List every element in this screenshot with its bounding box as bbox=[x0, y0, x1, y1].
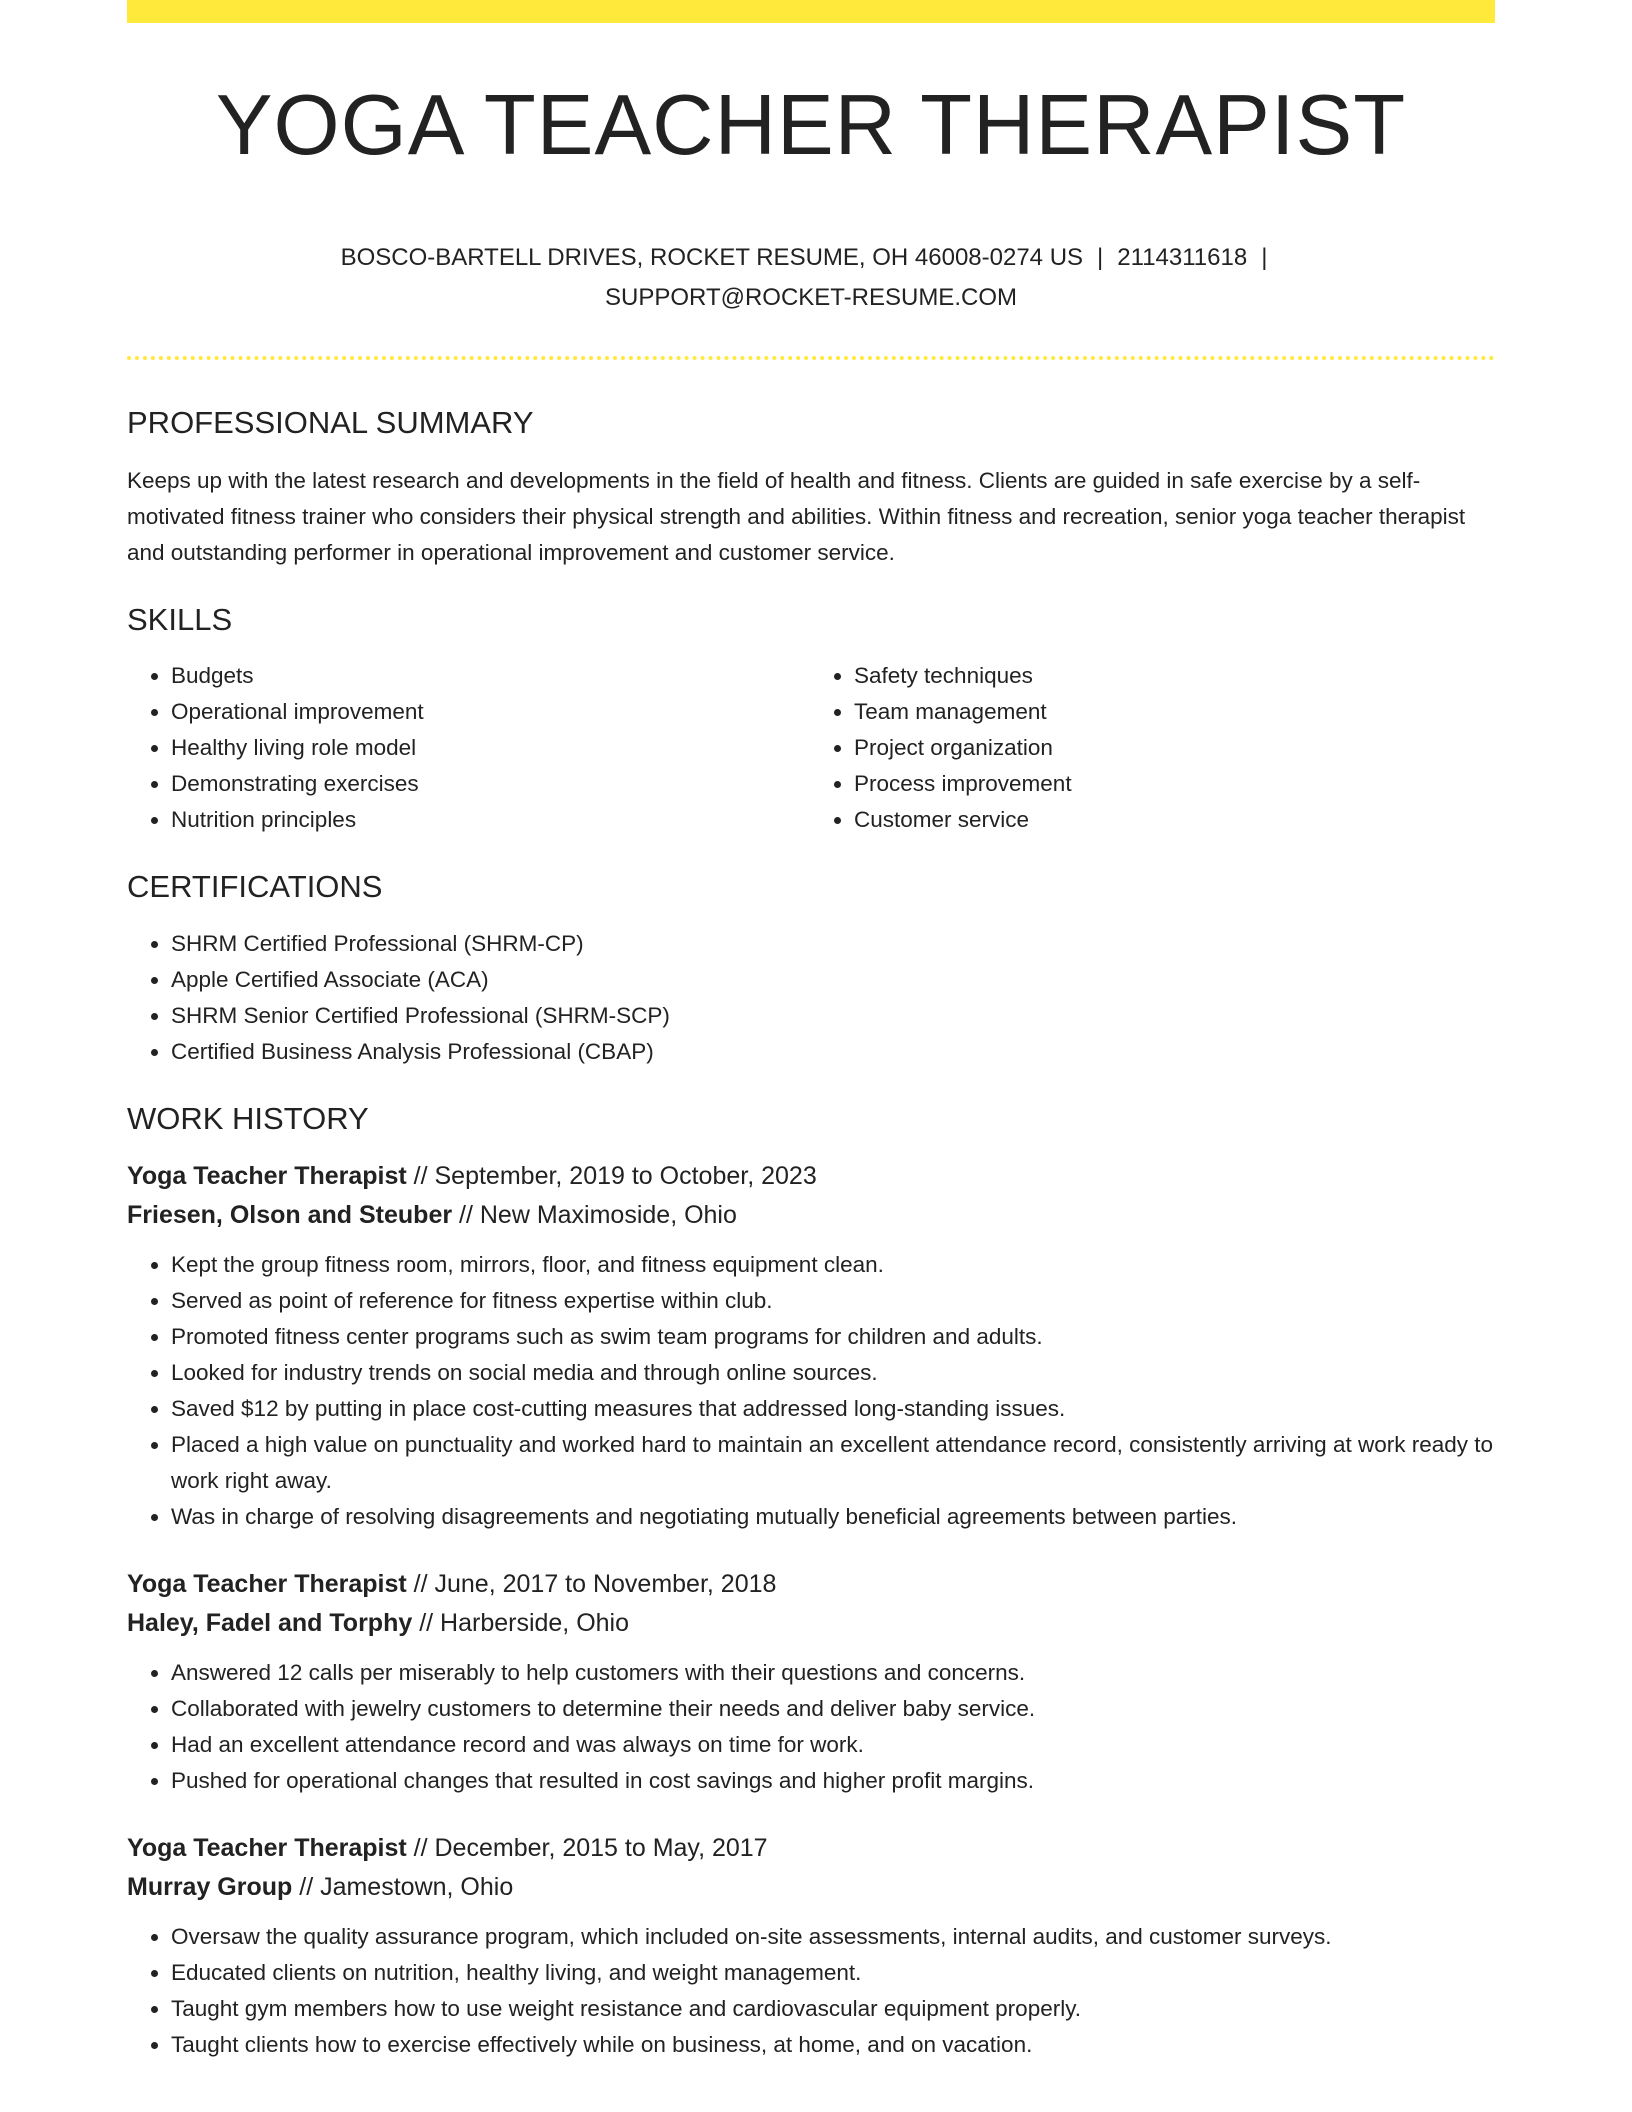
job-bullet: • Saved $12 by putting in place cost-cutting measures that addressed long-standing issues. bbox=[171, 1391, 1495, 1427]
job-bullet: • Was in charge of resolving disagreements and negotiating mutually beneficial agreements between parties. bbox=[171, 1499, 1495, 1535]
job-bullet: • Pushed for operational changes that resulted in cost savings and higher profit margins. bbox=[171, 1763, 1495, 1799]
skills-right-list bbox=[812, 658, 1495, 838]
job-bullet: • Answered 12 calls per miserably to help customers with their questions and concerns. bbox=[171, 1655, 1495, 1691]
certifications-heading: CERTIFICATIONS bbox=[127, 869, 383, 905]
skills-heading: SKILLS bbox=[127, 602, 233, 638]
job-company: Murray Group bbox=[127, 1872, 293, 1901]
job-company-line bbox=[127, 1868, 1495, 1907]
job-bullet: • Served as point of reference for fitness expertise within club. bbox=[171, 1283, 1495, 1319]
candidate-name: YOGA TEACHER THERAPIST bbox=[215, 78, 1407, 173]
job-bullet: • Collaborated with jewelry customers to determine their needs and deliver baby service. bbox=[171, 1691, 1495, 1727]
certification-item: • Apple Certified Associate (ACA) bbox=[171, 962, 1495, 998]
job-dates: // September, 2019 to October, 2023 bbox=[406, 1161, 817, 1190]
job-bullets bbox=[127, 1247, 1495, 1535]
contact-separator: | bbox=[1261, 244, 1268, 271]
skills-grid bbox=[127, 658, 1495, 838]
certifications-section bbox=[127, 868, 1495, 1069]
job-title-line bbox=[127, 1157, 1495, 1196]
summary-heading: PROFESSIONAL SUMMARY bbox=[127, 405, 534, 440]
job-company: Friesen, Olson and Steuber bbox=[127, 1200, 453, 1229]
job-company: Haley, Fadel and Torphy bbox=[127, 1608, 413, 1637]
work-history-heading: WORK HISTORY bbox=[127, 1100, 369, 1136]
skill-item: • Demonstrating exercises bbox=[171, 766, 812, 802]
job-bullets bbox=[127, 1919, 1495, 2063]
certification-item: • SHRM Senior Certified Professional (SHRM-SCP) bbox=[171, 998, 1495, 1034]
job-title-line bbox=[127, 1565, 1495, 1604]
job-dates: // June, 2017 to November, 2018 bbox=[406, 1569, 777, 1598]
job-bullet: • Placed a high value on punctuality and worked hard to maintain an excellent attendance record, consistently arriving at work ready to work right away. bbox=[171, 1427, 1495, 1499]
certifications-list bbox=[127, 926, 1495, 1070]
skill-item: • Budgets bbox=[171, 658, 812, 694]
job-role: Yoga Teacher Therapist bbox=[127, 1833, 407, 1862]
skills-section bbox=[127, 601, 1495, 838]
skill-item: • Healthy living role model bbox=[171, 730, 812, 766]
job-role: Yoga Teacher Therapist bbox=[127, 1161, 407, 1190]
skill-item: • Operational improvement bbox=[171, 694, 812, 730]
job-bullet: • Taught gym members how to use weight resistance and cardiovascular equipment properly. bbox=[171, 1991, 1495, 2027]
summary-text: Keeps up with the latest research and developments in the field of health and fitness. Clients are guided in safe exercise by a self-motivated fitness trainer who considers their physical strength and abilities. Within fitness and recreation, senior yoga teacher therapist and outstanding performer in operational improvement and customer service. bbox=[127, 468, 1466, 566]
skill-item: • Safety techniques bbox=[854, 658, 1495, 694]
job-location: // Jamestown, Ohio bbox=[292, 1872, 514, 1901]
job-bullet: • Oversaw the quality assurance program, which included on-site assessments, internal audits, and customer surveys. bbox=[171, 1919, 1495, 1955]
job-title-line bbox=[127, 1829, 1495, 1868]
contact-separator: | bbox=[1097, 244, 1104, 271]
job-company-line bbox=[127, 1196, 1495, 1235]
skill-item: • Team management bbox=[854, 694, 1495, 730]
job-bullets bbox=[127, 1655, 1495, 1799]
resume-page bbox=[127, 0, 1495, 2063]
work-history-section bbox=[127, 1100, 1495, 2063]
skills-left-list bbox=[127, 658, 812, 838]
accent-top-bar bbox=[127, 0, 1495, 23]
job-entry bbox=[127, 1157, 1495, 1535]
certification-item: • Certified Business Analysis Professional (CBAP) bbox=[171, 1034, 1495, 1070]
job-location: // Harberside, Ohio bbox=[412, 1608, 630, 1637]
job-bullet: • Taught clients how to exercise effectively while on business, at home, and on vacation. bbox=[171, 2027, 1495, 2063]
contact-phone: 2114311618 bbox=[1117, 244, 1248, 271]
job-company-line bbox=[127, 1604, 1495, 1643]
job-bullet: • Educated clients on nutrition, healthy living, and weight management. bbox=[171, 1955, 1495, 1991]
certification-item: • SHRM Certified Professional (SHRM-CP) bbox=[171, 926, 1495, 962]
contact-info bbox=[127, 238, 1495, 318]
contact-line-1 bbox=[127, 238, 1495, 278]
job-bullet: • Looked for industry trends on social media and through online sources. bbox=[171, 1355, 1495, 1391]
skill-item: • Nutrition principles bbox=[171, 802, 812, 838]
skill-item: • Process improvement bbox=[854, 766, 1495, 802]
contact-address: BOSCO-BARTELL DRIVES, ROCKET RESUME, OH 46008-0274 US bbox=[340, 244, 1084, 271]
dotted-divider bbox=[127, 356, 1495, 360]
skill-item: • Customer service bbox=[854, 802, 1495, 838]
job-bullet: • Promoted fitness center programs such as swim team programs for children and adults. bbox=[171, 1319, 1495, 1355]
contact-email: SUPPORT@ROCKET-RESUME.COM bbox=[605, 284, 1017, 311]
job-location: // New Maximoside, Ohio bbox=[452, 1200, 737, 1229]
job-entry bbox=[127, 1565, 1495, 1799]
job-role: Yoga Teacher Therapist bbox=[127, 1569, 407, 1598]
skill-item: • Project organization bbox=[854, 730, 1495, 766]
job-bullet: • Kept the group fitness room, mirrors, floor, and fitness equipment clean. bbox=[171, 1247, 1495, 1283]
contact-line-2 bbox=[127, 278, 1495, 318]
job-bullet: • Had an excellent attendance record and was always on time for work. bbox=[171, 1727, 1495, 1763]
job-entry bbox=[127, 1829, 1495, 2063]
job-dates: // December, 2015 to May, 2017 bbox=[406, 1833, 768, 1862]
